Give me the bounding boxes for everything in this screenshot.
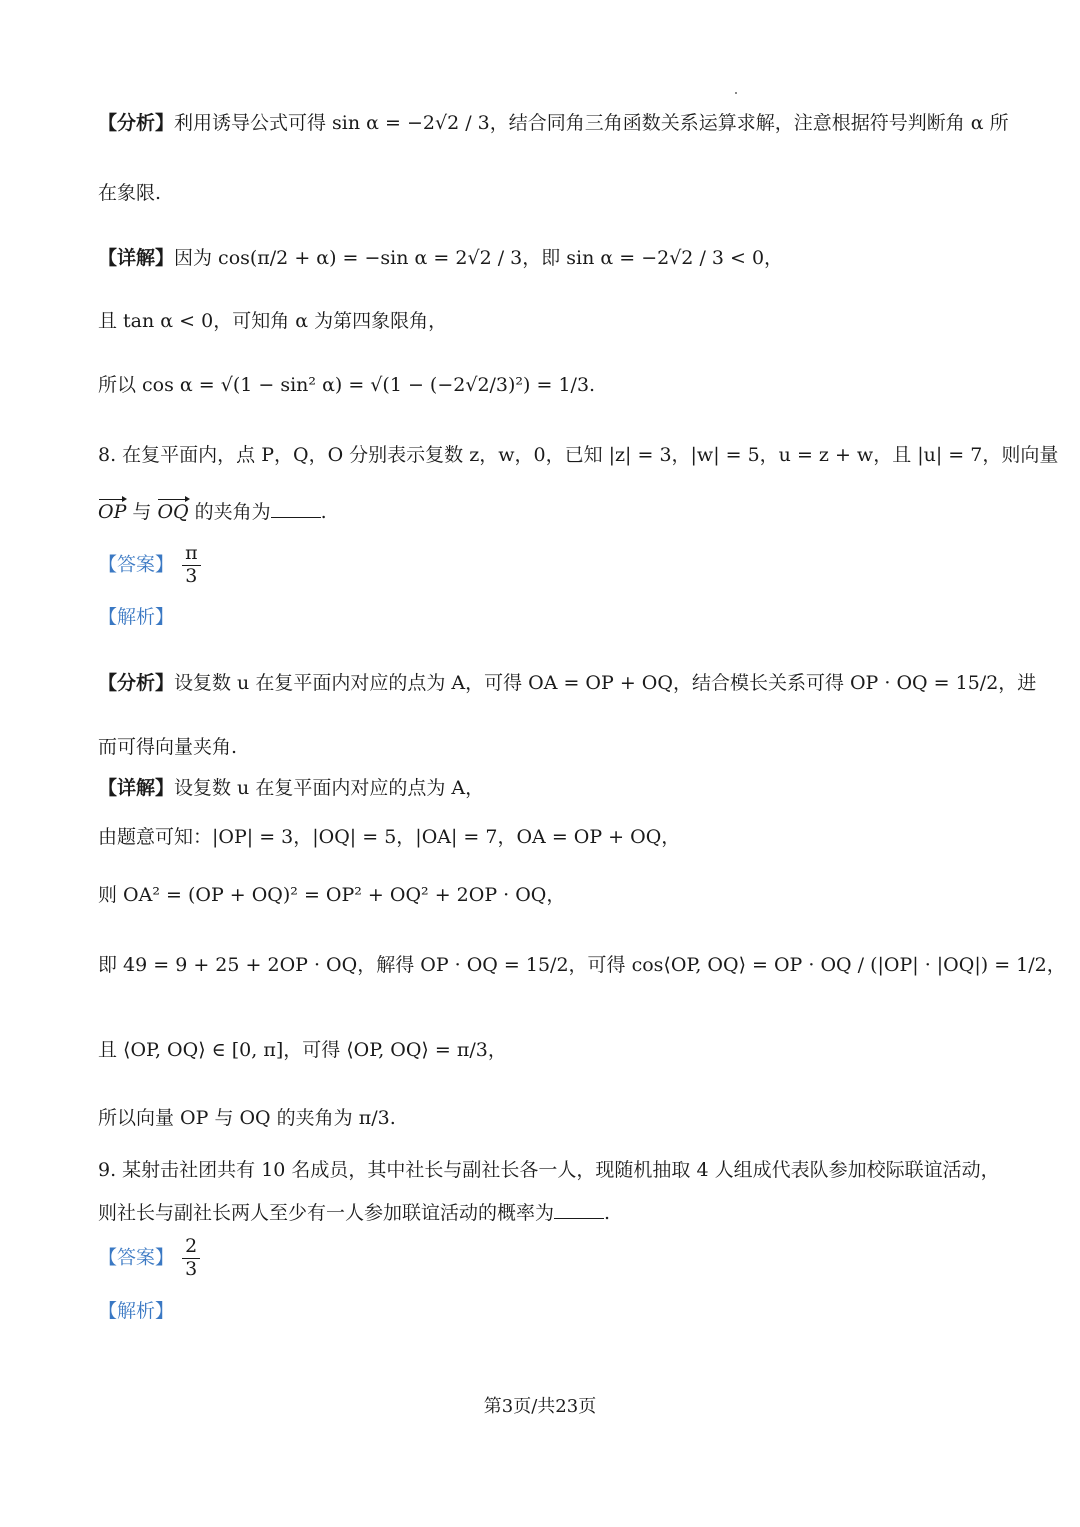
detail-text: 且 tan α < 0，可知角 α 为第四象限角， xyxy=(98,310,448,332)
detail-text: 因为 cos(π/2 + α) = −sin α = 2√2 / 3，即 sin α = −2√2 / 3 < 0， xyxy=(174,247,784,269)
explanation-9 xyxy=(98,1296,982,1323)
explanation-tag: 【解析】 xyxy=(98,1300,175,1322)
detail-text: 由题意可知：|OP| = 3，|OQ| = 5，|OA| = 7，OA = OP + OQ， xyxy=(98,826,681,848)
analysis-8-line-1 xyxy=(98,668,1037,695)
question-9-text: . xyxy=(604,1202,611,1224)
fraction-numerator: 2 xyxy=(182,1236,200,1259)
analysis-line-1 xyxy=(98,108,1009,135)
detail-8-line-2 xyxy=(98,822,982,849)
question-9-text: 9. 某射击社团共有 10 名成员，其中社长与副社长各一人，现随机抽取 4 人组成代表队参加校际联谊活动， xyxy=(98,1159,1000,1181)
question-8-text: . xyxy=(320,501,327,523)
fraction-denominator: 3 xyxy=(185,1257,198,1280)
vector-oq: OQ xyxy=(157,497,188,523)
answer-blank xyxy=(271,517,321,518)
answer-9-fraction xyxy=(182,1236,200,1281)
scan-speck xyxy=(735,92,737,94)
detail-line-3 xyxy=(98,370,982,397)
detail-8-line-1 xyxy=(98,773,982,800)
question-9-text: 则社长与副社长两人至少有一人参加联谊活动的概率为 xyxy=(98,1202,555,1224)
detail-8-line-5 xyxy=(98,1035,982,1062)
question-9-line-2 xyxy=(98,1198,982,1225)
analysis-text: 利用诱导公式可得 sin α = −2√2 / 3，结合同角三角函数关系运算求解，注意根据符号判断角 α 所 xyxy=(174,112,1009,134)
analysis-tag: 【分析】 xyxy=(98,112,175,134)
question-8-line-2 xyxy=(98,497,982,524)
question-9-line-1 xyxy=(98,1155,1000,1182)
fraction-denominator: 3 xyxy=(185,564,198,587)
analysis-8-line-2 xyxy=(98,732,982,759)
question-8-text: 与 xyxy=(126,501,158,523)
question-8-text: 的夹角为 xyxy=(188,501,271,523)
explanation-8 xyxy=(98,602,982,629)
page-number-footer: 第3页/共23页 xyxy=(483,1396,597,1417)
detail-text: 所以 cos α = √(1 − sin² α) = √(1 − (−2√2/3)²) = 1/3. xyxy=(98,374,596,396)
detail-8-line-3 xyxy=(98,880,982,907)
answer-tag: 【答案】 xyxy=(98,553,175,576)
analysis-tag: 【分析】 xyxy=(98,672,175,694)
analysis-text: 设复数 u 在复平面内对应的点为 A，可得 OA = OP + OQ，结合模长关系可得 OP · OQ = 15/2，进 xyxy=(174,672,1037,694)
answer-8-fraction xyxy=(182,543,201,588)
explanation-tag: 【解析】 xyxy=(98,606,175,628)
answer-tag: 【答案】 xyxy=(98,1246,175,1269)
answer-9 xyxy=(98,1236,982,1281)
answer-blank xyxy=(554,1218,604,1219)
detail-text: 则 OA² = (OP + OQ)² = OP² + OQ² + 2OP · OQ， xyxy=(98,884,566,906)
question-8-text: 8. 在复平面内，点 P，Q，O 分别表示复数 z，w，0，已知 |z| = 3，|w| = 5，u = z + w，且 |u| = 7，则向量 xyxy=(98,444,1059,466)
detail-line-2 xyxy=(98,306,982,333)
fraction-numerator: π xyxy=(182,543,201,566)
detail-text: 即 49 = 9 + 25 + 2OP · OQ，解得 OP · OQ = 15/2，可得 cos⟨OP, OQ⟩ = OP · OQ / (|OP| · |OQ|) = 1/2， xyxy=(98,954,1066,976)
detail-text: 所以向量 OP 与 OQ 的夹角为 π/3. xyxy=(98,1107,396,1129)
detail-line-1 xyxy=(98,243,982,270)
analysis-line-2 xyxy=(98,178,982,205)
vector-op: OP xyxy=(98,497,126,523)
detail-text: 且 ⟨OP, OQ⟩ ∈ [0, π]，可得 ⟨OP, OQ⟩ = π/3， xyxy=(98,1039,507,1061)
answer-8 xyxy=(98,543,982,588)
detail-tag: 【详解】 xyxy=(98,247,175,269)
detail-text: 设复数 u 在复平面内对应的点为 A， xyxy=(174,777,485,799)
analysis-text: 而可得向量夹角. xyxy=(98,736,238,758)
analysis-text-cont: 在象限. xyxy=(98,182,162,204)
detail-tag: 【详解】 xyxy=(98,777,175,799)
detail-8-line-6 xyxy=(98,1103,982,1130)
detail-8-line-4 xyxy=(98,950,1066,977)
question-8-line-1 xyxy=(98,440,1059,467)
